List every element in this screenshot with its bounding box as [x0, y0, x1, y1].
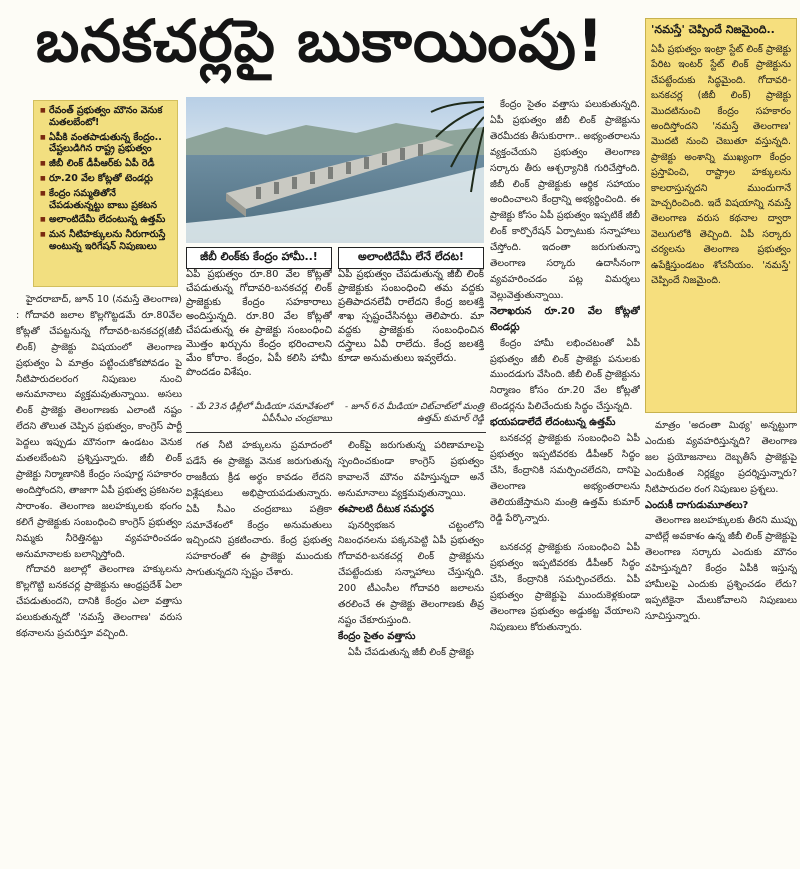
section-heading: ఎందుకీ దాగుడుమూతలు? [645, 499, 749, 511]
paragraph: హైదరాబాద్, జూన్ 10 (నమస్తే తెలంగాణ) : గోదావరి జలాల కొల్లగొట్టడమే రూ.80వేల కోట్లతో చేపట్టనున్న గోదావరి-బనకచర్ల(జీబీ లింక్) ప్రాజెక్టు విషయంలో తెలంగాణ ప్రభుత్వం ఏ మాత్రం పట్టించుకోకపోవడం పై నీటిపారుదలరంగ నిపుణుల నుంచి అనుమానాలు వ్యక్తమవుతున్నాయి. అసలు లింక్ ప్రాజెక్టు తెలంగాణకు ఎలాంటి నష్టం లేదని తొలుత చెప్పిన ప్రభుత్వం, కాంగ్రెస్ పార్టీ పెద్దలు ఇప్పుడు మౌనంగా ఉండటం వెనుక మతలబేంటని ప్రశ్నిస్తున్నారు. జీబీ లింక్ ప్రాజెక్టు నిర్మాణానికి కేంద్రం సంపూర్ణ సహకారం అందిస్తోందని, తాజాగా ఏపీ ప్రభుత్వ ప్రకటనల సారాంశం. తెలంగాణ జలహక్కులకు భంగం కలిగే ప్రాజెక్టుకు సంబంధించి కాంగ్రెస్ ప్రభుత్వం నిమ్మకు నీరెత్తినట్టు వ్యవహరించడం అనుమానాలకు బలాన్నిస్తోంది. [16, 294, 182, 560]
paragraph: గత నీటి హక్కులను ప్రమాదంలో పడేసే ఈ ప్రాజెక్టు వెనుక జరుగుతున్న రాజకీయ క్రీడ అర్థం కావడం లేదని విశ్లేషకులు అభిప్రాయపడుతున్నారు. ఏపీ సీఎం చంద్రబాబు పత్రికా సమావేశంలో కేంద్రం అనుమతులు ఇచ్చిందని ప్రకటించారు. కేంద్ర ప్రభుత్వ సహకారంతో ఈ ప్రాజెక్టు ముందుకు సాగుతున్నదని స్పష్టం చేశారు. [186, 440, 332, 579]
paragraph: లింక్‌పై జరుగుతున్న పరిణామాలపై స్పందించకుండా కాంగ్రెస్ ప్రభుత్వం కావాలనే మౌనం వహిస్తున్నదా అనే అనుమానాలు వ్యక్తమవుతున్నాయి. [338, 440, 484, 499]
section-heading: కేంద్రం సైతం వత్తాసు [338, 630, 416, 642]
article-column-5-bottom [645, 418, 797, 860]
highlight-item: ■ ఏపీకి వంతపాడుతున్న కేంద్రం.. చేష్టలుడిగిన రాష్ట్ర ప్రభుత్వం [40, 132, 173, 156]
sidebox-title: 'నమస్తే' చెప్పిందే నిజమైంది.. [651, 23, 775, 36]
dam-photo [186, 97, 484, 243]
article-column-3 [490, 97, 640, 537]
quote-attribution: - మే 23న ఢిల్లీలో మీడియా సమావేశంలో ఏపీసీఎం చంద్రబాబు [190, 402, 332, 424]
article-column-2-bottom [186, 438, 332, 860]
highlight-item: ■ మన నీటిహక్కులను నీరుగారుస్తే అంటున్న ఇరిగేషన్ నిపుణులు [40, 229, 173, 253]
highlight-item: ■ అలాంటిదేమీ లేదంటున్న ఉత్తమ్ [40, 214, 173, 226]
article-column-4-bottom [490, 540, 640, 860]
highlight-item: ■ జీబీ లింక్ డీపీఆర్‌కు ఏపీ రెడీ [40, 158, 173, 170]
article-column-1 [16, 292, 182, 860]
quote-attribution: - జూన్ 6న మీడియా చిట్‌చాట్‌లో మంత్రి ఉత్తమ్ కుమార్ రెడ్డి [344, 402, 484, 424]
quote-chandrababu: ఏపీ ప్రభుత్వం రూ.80 వేల కోట్లతో చేపడుతున్న గోదావరి-బనకచర్ల లింక్ ప్రాజెక్టుకు కేంద్రం సహకారాలు అందిస్తున్నది. రూ.80 వేల కోట్లతో చేపడుతున్న ఈ ప్రాజెక్టు సంబంధించి మొత్తం ఖర్చును కేంద్రం భరించాలని మేం కోరాం. కేంద్రం, ఏపీ కలిసి హామీ పొందడం విశేషం. [186, 269, 332, 378]
quote-uttam: ఏపీ ప్రభుత్వం చేపడుతున్న జీబీ లింక్ ప్రాజెక్టుకు సంబంధించి తమ వద్దకు ప్రతిపాదనలేవీ రాలేదని కేంద్ర జలశక్తి శాఖ స్పష్టంచేసినట్టు తెలిపారు. మా వద్దకు ప్రాజెక్టుకు సంబంధించిన దస్త్రాలు ఏవీ రాలేదు. కేంద్ర జలశక్తి కూడా అనుమతులు ఇవ్వలేదు. [338, 269, 484, 364]
section-heading: భయపడాలేదే లేదంటున్న ఉత్తమ్ [490, 417, 616, 429]
sidebox-text: ఏపీ ప్రభుత్వం ఇంట్రా స్టేట్ లింక్ ప్రాజెక్టు పేరిట ఇంటర్ స్టేట్ లింక్ ప్రాజెక్టును చేపట్టేందుకు సిద్ధమైంది. గోదావరి-బనకచర్ల (జీబీ లింక్) ప్రాజెక్టు మొదటినుంచి కేంద్రం సహకారం అందిస్తోందని 'నమస్తే తెలంగాణ' మొదటి నుంచి చెబుతూ వస్తున్నది. ప్రాజెక్టు అంశాన్ని ముఖ్యంగా కేంద్రం ప్రస్తావించి, రాష్ట్రాల హక్కులను కాలరాస్తున్నదని ముందుగానే హెచ్చరించింది. ఇదే విషయాన్ని నమస్తే తెలంగాణ వరుస కథనాల ద్వారా వెలుగులోకి తెచ్చింది. ఏపీ సర్కారు చర్యలను తెలంగాణ ప్రభుత్వం ఉపేక్షిస్తుండటం శోచనీయం. 'నమస్తే' చెప్పిందే నిజమైంది. [651, 44, 791, 287]
paragraph: మాత్రం 'అదంతా మిథ్య' అన్నట్టుగా ఎందుకు వ్యవహరిస్తున్నది? తెలంగాణ జల ప్రయోజనాలు దెబ్బతీసే ప్రాజెక్టుపై ఎందుకింత నిర్లక్ష్యం ప్రదర్శిస్తున్నారు? నీటిపారుదల రంగ నిపుణుల ప్రశ్నలు. [645, 420, 797, 495]
highlight-item: ■ రేవంత్ ప్రభుత్వం మౌనం వెనుక మతలబేంటో! [40, 105, 173, 129]
paragraph: తెలంగాణ జలహక్కులకు తీరని ముప్పు వాటిల్లే అవకాశం ఉన్న జీబీ లింక్ ప్రాజెక్టుపై తెలంగాణ సర్కారు ఎందుకు మౌనం వహిస్తున్నది? కేంద్రం ఏపీకి ఇస్తున్న హామీలపై ఎందుకు ప్రశ్నించడం లేదు? ఇప్పటికైనా మేలుకోవాలని నిపుణులు సూచిస్తున్నారు. [645, 515, 797, 622]
paragraph: బనకచర్ల ప్రాజెక్టుకు సంబంధించి ఏపీ ప్రభుత్వం ఇప్పటివరకు డీపీఆర్ సిద్ధం చేసి, కేంద్రానికి సమర్పించలేదని, దానిపై తెలంగాణ అభ్యంతరాలను తెలియజేస్తామని మంత్రి ఉత్తమ్ కుమార్ రెడ్డి పేర్కొన్నారు. [490, 433, 640, 524]
headline: బనకచర్లపై బుకాయింపు! [35, 6, 605, 75]
section-heading: నెలాఖరున రూ.20 వేల కోట్లతో టెండర్లు [490, 305, 640, 333]
subhead-nothing-such: అలాంటిదేమీ లేనే లేదట! [338, 247, 484, 269]
subhead-centre-promise: జీబీ లింక్‌కు కేంద్రం హామీ..! [186, 247, 332, 269]
highlight-item: ■ కేంద్రం సమ్మతితోనే చేపడుతున్నట్టు బాబు ప్రకటన [40, 188, 173, 212]
paragraph: పునర్విభజన చట్టంలోని నిబంధనలను పక్కనపెట్టి ఏపీ ప్రభుత్వం గోదావరి-బనకచర్ల లింక్ ప్రాజెక్టును చేపట్టేందుకు సన్నాహాలు చేస్తున్నది. 200 టీఎంసీల గోదావరి జలాలను తరలించే ఈ ప్రాజెక్టు తెలంగాణకు తీవ్ర నష్టం చేకూరుస్తుంది. [338, 519, 484, 626]
section-heading: ఈపాలటి దీటుక సమర్థన [338, 503, 435, 515]
divider [186, 432, 486, 433]
article-column-3-bottom [338, 438, 484, 860]
paragraph: కేంద్రం హామీ లభించటంతో ఏపీ ప్రభుత్వం జీబీ లింక్ ప్రాజెక్టు పనులకు ముందడుగు వేసింది. జీబీ లింక్ ప్రాజెక్టును నిర్మాణం కోసం రూ.20 వేల కోట్లతో టెండర్లను పిలిచేందుకు సిద్ధం చేస్తున్నది. [490, 337, 640, 413]
sidebox-namaste [645, 18, 797, 413]
highlight-item: ■ రూ.20 వేల కోట్లతో టెండర్లు [40, 173, 173, 185]
highlights-box [33, 100, 178, 287]
paragraph: ఏపీ చేపడుతున్న జీబీ లింక్ ప్రాజెక్టు [348, 646, 474, 658]
paragraph: గోదావరి జలాల్లో తెలంగాణ హక్కులను కొల్లగొట్టి బనకచర్ల ప్రాజెక్టును ఆంధ్రప్రదేశ్ ఏలా చేపడుతుందని, దానికి కేంద్రం ఎలా వత్తాసు పలుకుతున్నదో 'నమస్తే తెలంగాణ' వరుస కథనాలను ప్రచురిస్తూ వచ్చింది. [16, 564, 182, 640]
paragraph: కేంద్రం సైతం వత్తాసు పలుకుతున్నది. ఏపీ ప్రభుత్వం జీబీ లింక్ ప్రాజెక్టును తెరమీదకు తీసుకురాగా.. అభ్యంతరాలను వ్యక్తంచేయని ప్రభుత్వం తెలంగాణ సర్కారు తీరు ఆశ్చర్యానికి గురిచేస్తోంది. జీబీ లింక్ ప్రాజెక్టుకు ఆర్థిక సహాయం అందించాలని కేంద్రాన్ని అభ్యర్థించింది. ఈ ప్రాజెక్టు కోసం ఏపీ ప్రభుత్వం ఇప్పటికే జీబీ లింక్ కార్పొరేషన్ ఏర్పాటుకు సన్నాహాలు చేస్తోంది. ఇదంతా జరుగుతున్నా తెలంగాణ సర్కారు ఉదాసీనంగా వ్యవహరించడం పట్ల విమర్శలు వెల్లువెత్తుతున్నాయి. [490, 99, 640, 301]
paragraph: బనకచర్ల ప్రాజెక్టుకు సంబంధించి ఏపీ ప్రభుత్వం ఇప్పటివరకు డీపీఆర్ సిద్ధం చేసి, కేంద్రానికి సమర్పించలేదు. ఏపీ ప్రభుత్వం ప్రాజెక్టుపై ముందుకెళ్లకుండా తెలంగాణ ప్రభుత్వం అడ్డుకట్ట వేయాలని నిపుణులు కోరుతున్నారు. [490, 542, 640, 633]
